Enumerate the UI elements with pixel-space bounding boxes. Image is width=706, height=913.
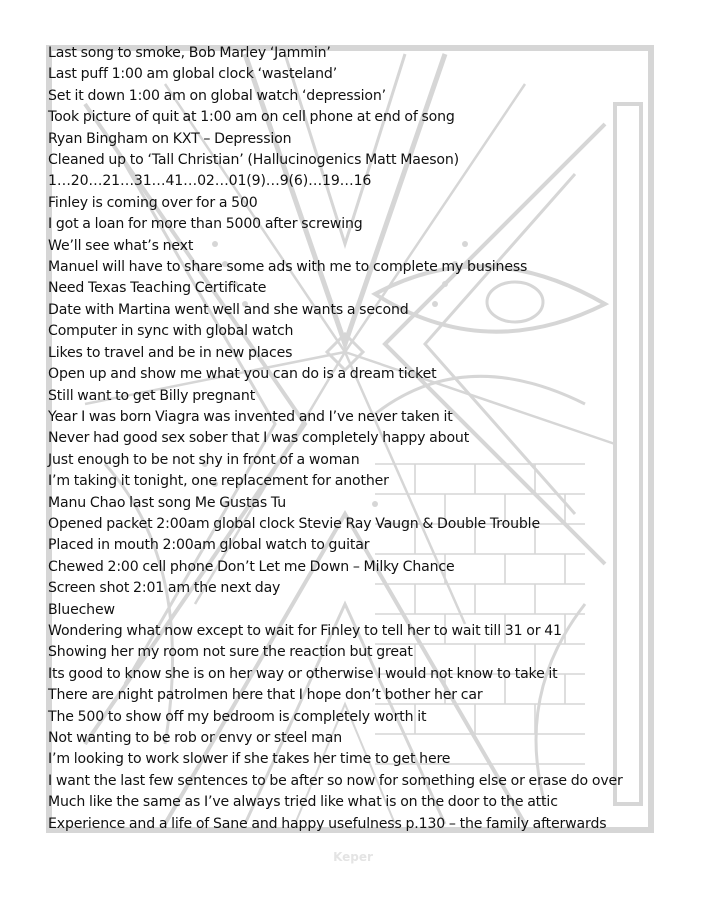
text-line: Manuel will have to share some ads with me to complete my business <box>48 259 528 276</box>
text-line: I want the last few sentences to be after so now for something else or erase do over <box>48 772 623 789</box>
text-line: I’m looking to work slower if she takes her time to get here <box>48 751 451 768</box>
text-line: We’ll see what’s next <box>48 237 194 254</box>
text-line: Still want to get Billy pregnant <box>48 387 256 404</box>
text-line: Not wanting to be rob or envy or steel man <box>48 730 342 746</box>
text-line: Date with Martina went well and she wants a second <box>48 301 409 318</box>
text-line: Cleaned up to ‘Tall Christian’ (Hallucinogenics Matt Maeson) <box>48 152 460 169</box>
text-line: Chewed 2:00 cell phone Don’t Let me Down – Milky Chance <box>48 558 455 575</box>
text-line: Need Texas Teaching Certificate <box>48 280 267 297</box>
text-line: Much like the same as I’ve always tried like what is on the door to the attic <box>48 794 558 811</box>
text-line: Last song to smoke, Bob Marley ‘Jammin’ <box>48 45 331 61</box>
text-line: Just enough to be not shy in front of a woman <box>48 451 360 468</box>
text-line: Showing her my room not sure the reaction but great <box>48 644 413 661</box>
text-line: I’m taking it tonight, one replacement for another <box>48 473 389 490</box>
text-line: Never had good sex sober that I was completely happy about <box>48 430 470 447</box>
text-line: 1…20…21…31…41…02…01(9)…9(6)…19…16 <box>48 173 372 190</box>
text-line: Bluechew <box>48 601 115 618</box>
text-line: Experience and a life of Sane and happy usefulness p.130 – the family afterwards <box>48 815 607 832</box>
journal-text <box>48 43 688 835</box>
footer-watermark: Keper <box>333 850 373 864</box>
text-line: Likes to travel and be in new places <box>48 344 293 361</box>
text-line: Ryan Bingham on KXT – Depression <box>48 130 292 147</box>
text-line: Placed in mouth 2:00am global watch to guitar <box>48 537 370 554</box>
text-line: I got a loan for more than 5000 after screwing <box>48 216 363 233</box>
text-line: Took picture of quit at 1:00 am on cell phone at end of song <box>48 109 455 126</box>
text-line: Open up and show me what you can do is a dream ticket <box>48 366 437 383</box>
text-line: Year I was born Viagra was invented and I’ve never taken it <box>48 408 453 425</box>
text-line: Screen shot 2:01 am the next day <box>48 580 281 597</box>
text-line: The 500 to show off my bedroom is completely worth it <box>48 708 427 725</box>
text-line: Manu Chao last song Me Gustas Tu <box>48 494 286 511</box>
text-line: Computer in sync with global watch <box>48 323 294 340</box>
text-line: Set it down 1:00 am on global watch ‘depression’ <box>48 87 387 104</box>
text-line: There are night patrolmen here that I hope don’t bother her car <box>48 687 483 704</box>
text-line: Opened packet 2:00am global clock Stevie Ray Vaugn & Double Trouble <box>48 515 540 532</box>
text-line: Wondering what now except to wait for Finley to tell her to wait till 31 or 41 <box>48 622 562 639</box>
text-line: Last puff 1:00 am global clock ‘wasteland’ <box>48 66 338 83</box>
text-line: Its good to know she is on her way or otherwise I would not know to take it <box>48 665 558 682</box>
text-line: Finley is coming over for a 500 <box>48 194 258 211</box>
